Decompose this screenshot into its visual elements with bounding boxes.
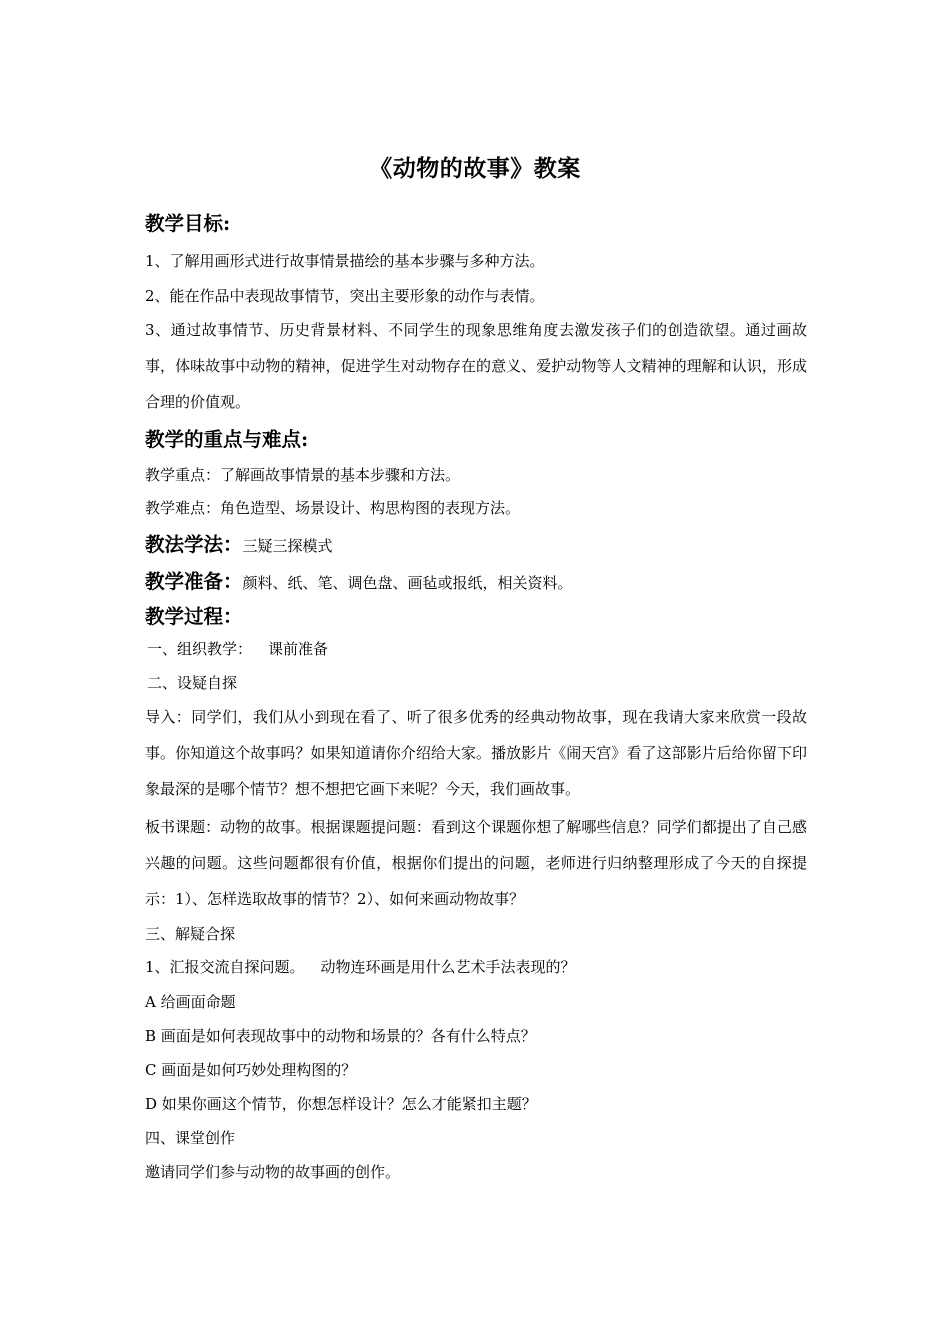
process-step-1 — [147, 638, 328, 659]
question-b: B 画面是如何表现故事中的动物和场景的？各有什么特点？ — [145, 1027, 536, 1045]
intro-paragraph: 导入：同学们，我们从小到现在看了、听了很多优秀的经典动物故事，现在我请大家来欣赏一段故事。你知道这个故事吗？如果知道请你介绍给大家。播放影片《闹天宫》看了这部影片后给你留下印象最深的是哪个情节？想不想把它画下来呢？今天，我们画故事。 — [145, 708, 807, 798]
prep-heading: 教学准备： — [145, 570, 243, 593]
step1-label: 一、组织教学： — [147, 640, 253, 658]
step1-text: 课前准备 — [268, 640, 329, 658]
key-points-heading: 教学的重点与难点: — [145, 428, 309, 451]
teaching-difficulty: 教学难点：角色造型、场景设计、构思构图的表现方法。 — [145, 499, 521, 517]
question-1-line — [145, 956, 576, 977]
prep-line — [145, 566, 573, 594]
goal-item-1: 1、了解用画形式进行故事情景描绘的基本步骤与多种方法。 — [145, 252, 545, 270]
process-heading: 教学过程： — [145, 605, 243, 628]
prep-text: 颜料、纸、笔、调色盘、画毡或报纸，相关资料。 — [242, 574, 573, 592]
method-line — [145, 529, 333, 557]
teaching-focus: 教学重点：了解画故事情景的基本步骤和方法。 — [145, 466, 461, 484]
process-step-4: 四、课堂创作 — [145, 1129, 236, 1147]
process-step-2: 二、设疑自探 — [147, 674, 238, 692]
final-line: 邀请同学们参与动物的故事画的创作。 — [145, 1163, 401, 1181]
method-heading: 教法学法： — [145, 533, 243, 556]
board-paragraph: 板书课题：动物的故事。根据课题提问题：看到这个课题你想了解哪些信息？同学们都提出了自己感兴趣的问题。这些问题都很有价值，根据你们提出的问题，老师进行归纳整理形成了今天的自探提示：1）、怎样选取故事的情节？2）、如何来画动物故事？ — [145, 818, 807, 908]
question-d: D 如果你画这个情节，你想怎样设计？怎么才能紧扣主题？ — [145, 1095, 537, 1113]
q1-label: 1、汇报交流自探问题。 — [145, 958, 305, 976]
method-text: 三疑三探模式 — [242, 537, 333, 555]
document-title: 《动物的故事》教案 — [369, 155, 581, 182]
question-a: A 给画面命题 — [145, 993, 236, 1011]
goal-item-2: 2、能在作品中表现故事情节，突出主要形象的动作与表情。 — [145, 287, 545, 305]
process-step-3: 三、解疑合探 — [145, 925, 236, 943]
q1-text: 动物连环画是用什么艺术手法表现的？ — [320, 958, 576, 976]
question-c: C 画面是如何巧妙处理构图的？ — [145, 1061, 357, 1079]
goals-heading: 教学目标: — [145, 212, 231, 235]
goal-item-3: 3、通过故事情节、历史背景材料、不同学生的现象思维角度去激发孩子们的创造欲望。通过画故事，体味故事中动物的精神，促进学生对动物存在的意义、爱护动物等人文精神的理解和认识，形成合理的价值观。 — [145, 321, 807, 411]
